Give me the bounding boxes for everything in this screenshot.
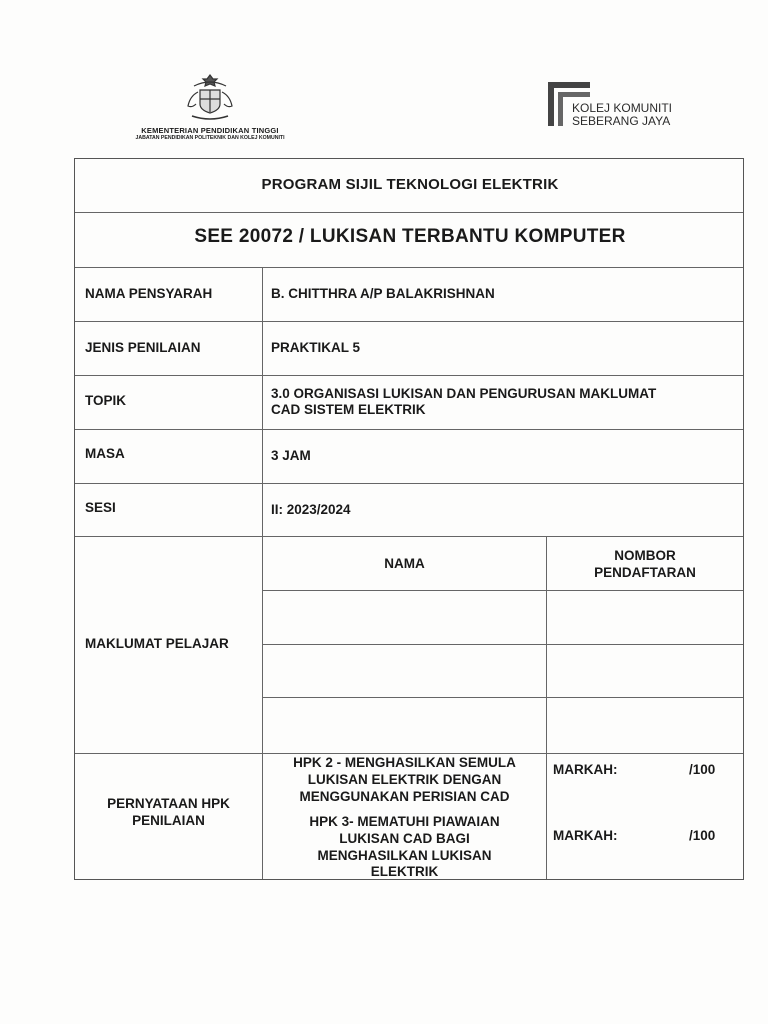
college-name-line2: SEBERANG JAYA [572,114,671,128]
lecturer-value: B. CHITTHRA A/P BALAKRISHNAN [271,286,495,301]
hpk2-statement-line2: LUKISAN ELEKTRIK DENGAN [307,772,502,787]
ministry-header [100,72,320,142]
college-name-line1: KOLEJ KOMUNITI [572,101,673,115]
row-divider [75,321,743,322]
registration-number-field-2[interactable] [547,645,743,696]
row-divider [75,483,743,484]
college-logo [548,82,718,132]
college-name [572,102,672,128]
hpk2-statement-line1: HPK 2 - MENGHASILKAN SEMULA [293,755,516,770]
row-divider [75,429,743,430]
student-info-label: MAKLUMAT PELAJAR [85,636,229,651]
student-name-header: NAMA [384,556,425,571]
ministry-department: JABATAN PENDIDIKAN POLITEKNIK DAN KOLEJ KOMUNITI [135,135,285,141]
program-title: PROGRAM SIJIL TEKNOLOGI ELEKTRIK [261,176,559,193]
course-title: SEE 20072 / LUKISAN TERBANTU KOMPUTER [194,226,626,247]
registration-number-field-3[interactable] [547,698,743,752]
registration-number-field-1[interactable] [547,591,743,643]
topic-value-line2: CAD SISTEM ELEKTRIK [271,402,426,417]
registration-number-header-line1: NOMBOR [614,548,676,563]
hpk3-statement-line2: LUKISAN CAD BAGI [339,831,470,846]
student-name-field-1[interactable] [263,591,546,643]
hpk3-statement-line1: HPK 3- MEMATUHI PIAWAIAN [309,814,500,829]
session-label: SESI [85,500,116,515]
topic-label: TOPIK [85,393,127,408]
hpk-label-line2: PENILAIAN [132,813,205,828]
hpk3-statement-line4: ELEKTRIK [370,864,439,879]
row-divider [75,375,743,376]
row-divider [75,536,743,537]
row-divider [75,753,743,754]
duration-label: MASA [85,446,125,461]
ministry-name: KEMENTERIAN PENDIDIKAN TINGGI [141,126,279,135]
coat-of-arms-icon [180,72,240,124]
assessment-cover-form [74,158,744,880]
topic-value-line1: 3.0 ORGANISASI LUKISAN DAN PENGURUSAN MAKLUMAT [271,386,657,401]
assessment-type-value: PRAKTIKAL 5 [271,340,361,355]
student-name-field-2[interactable] [263,645,546,696]
hpk2-statement-line3: MENGGUNAKAN PERISIAN CAD [299,789,510,804]
duration-value: 3 JAM [271,448,311,463]
row-divider [75,267,743,268]
hpk2-mark-label: MARKAH: [553,762,618,777]
registration-number-header-line2: PENDAFTARAN [594,565,696,580]
student-name-field-3[interactable] [263,698,546,752]
hpk3-mark-total: /100 [689,828,716,843]
hpk2-mark-total: /100 [689,762,716,777]
hpk3-mark-label: MARKAH: [553,828,618,843]
lecturer-label: NAMA PENSYARAH [85,286,213,301]
row-divider [75,212,743,213]
hpk-label-line1: PERNYATAAN HPK [107,796,230,811]
assessment-type-label: JENIS PENILAIAN [85,340,201,355]
hpk3-statement-line3: MENGHASILKAN LUKISAN [317,848,492,863]
session-value: II: 2023/2024 [271,502,351,517]
